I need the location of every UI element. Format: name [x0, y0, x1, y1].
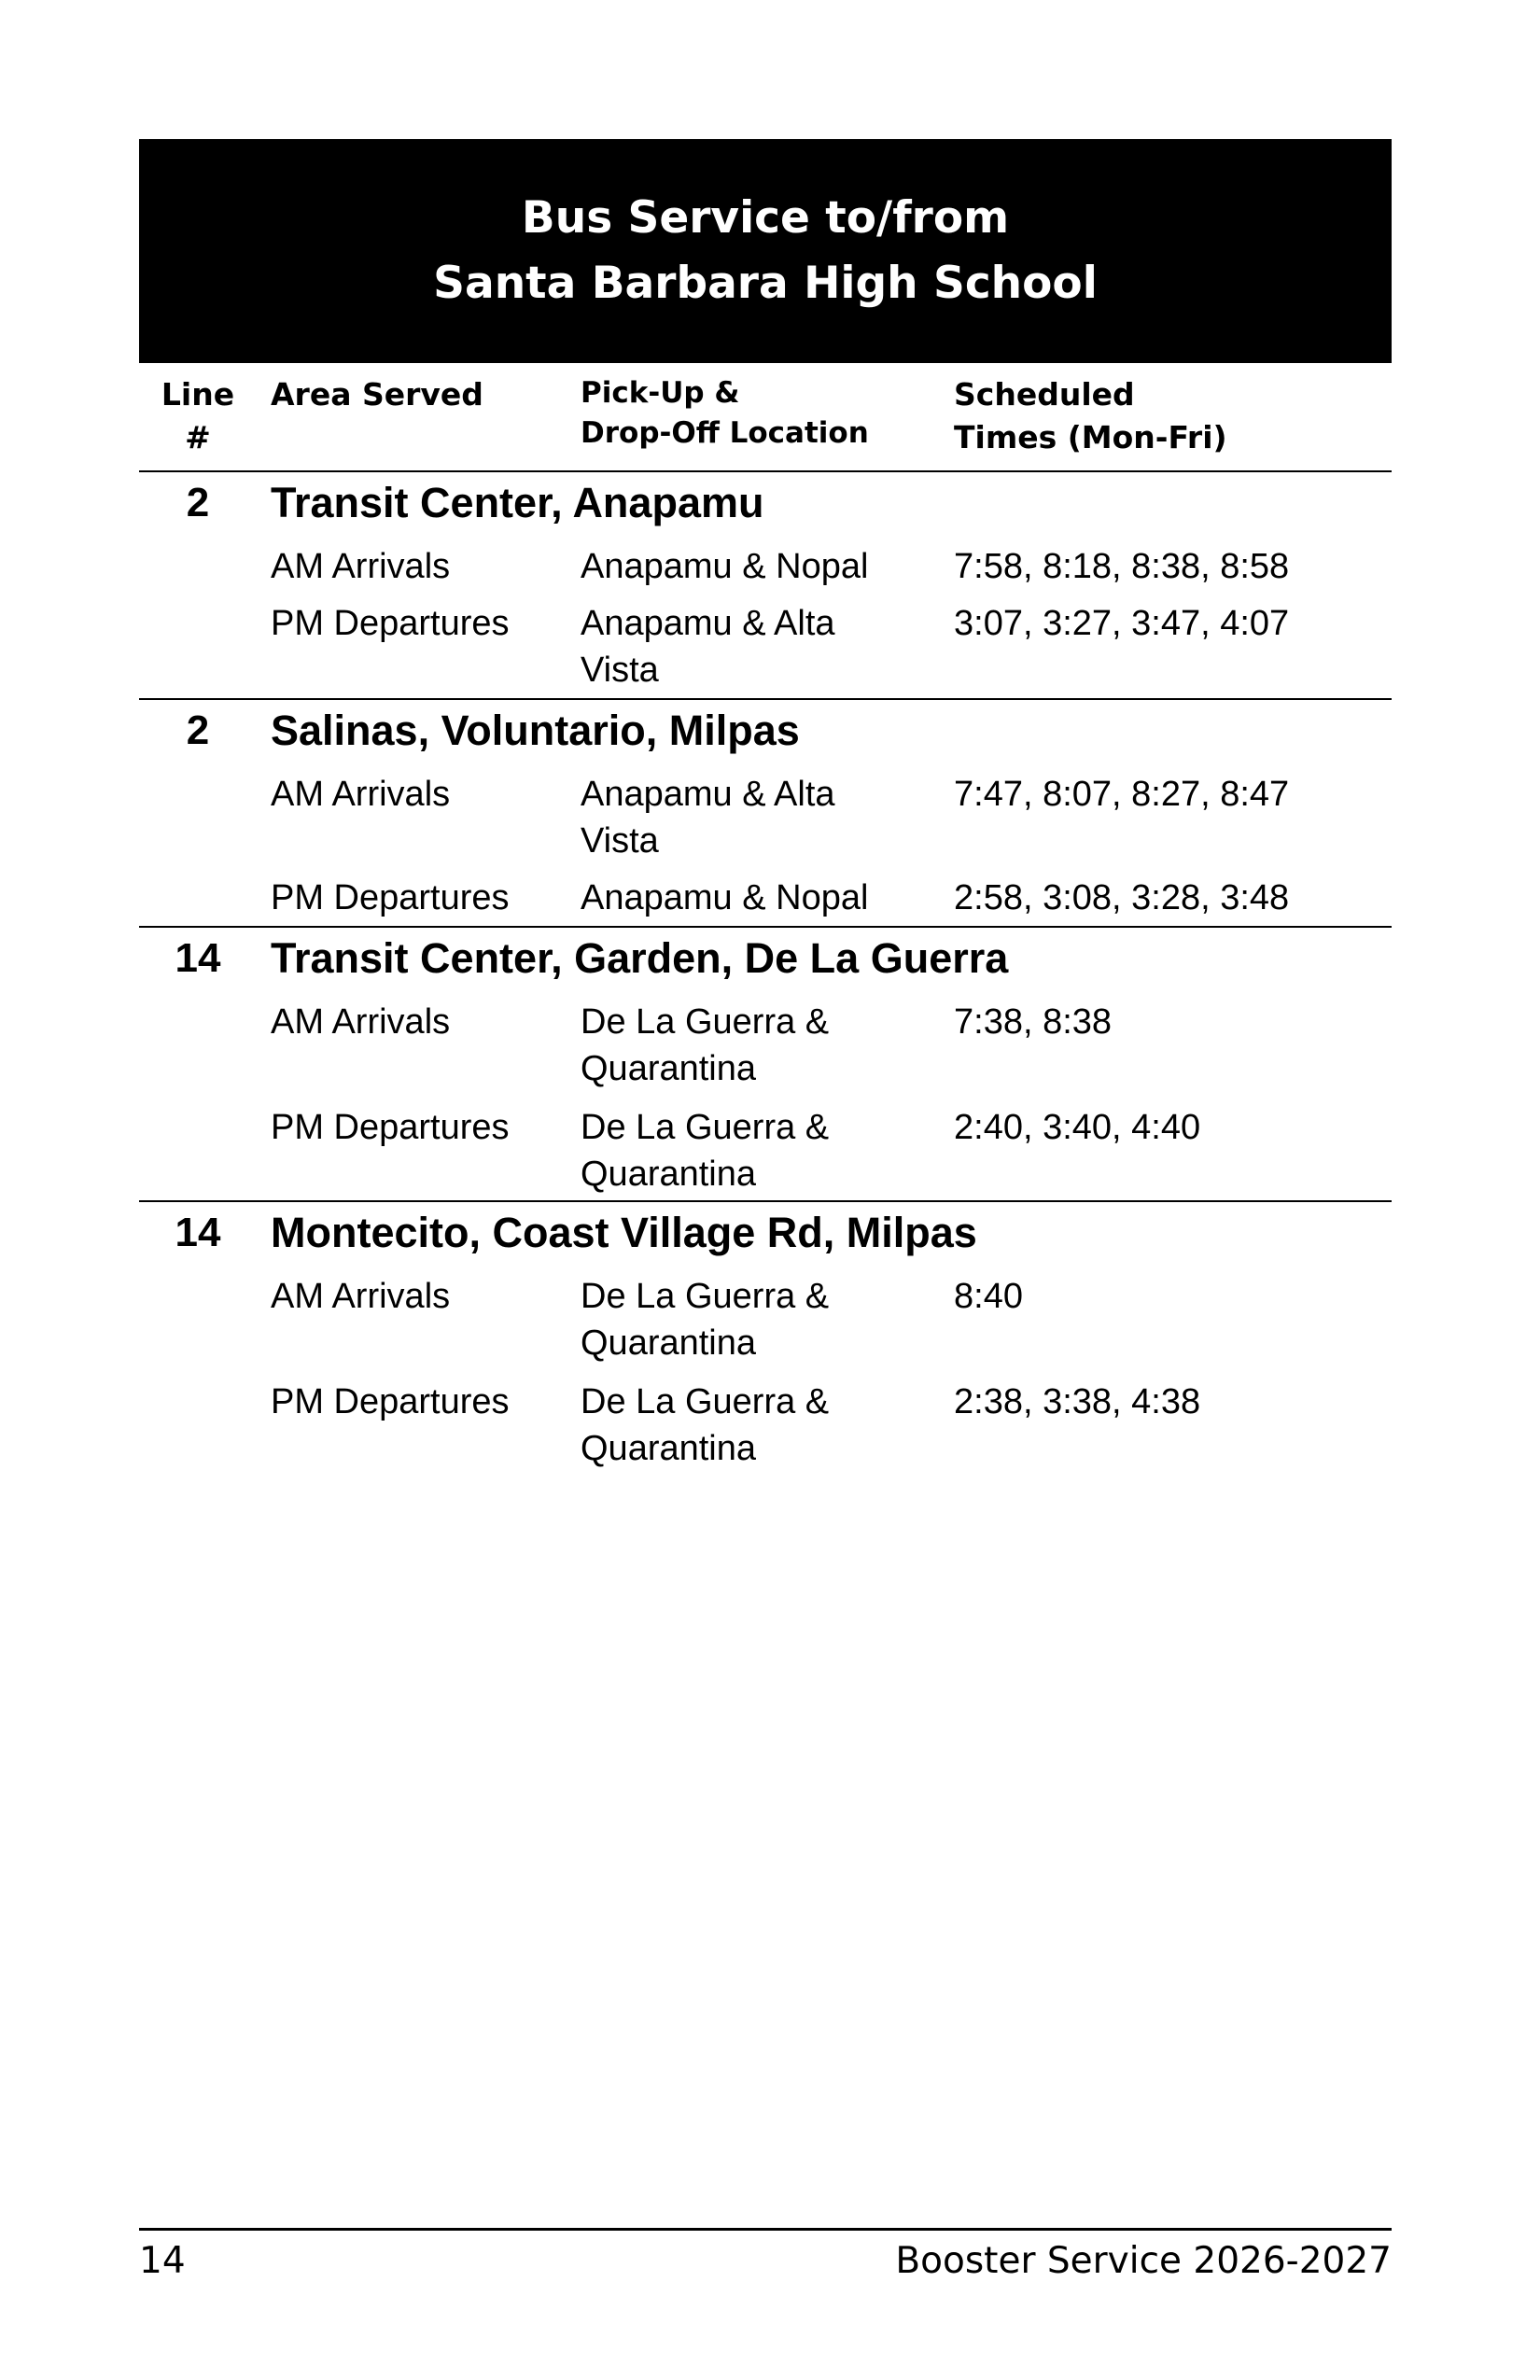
route-area-title: Transit Center, Garden, De La Guerra	[271, 934, 1009, 982]
route-area-title: Montecito, Coast Village Rd, Milpas	[271, 1209, 977, 1256]
pickup-location: De La Guerra & Quarantina	[581, 1002, 830, 1088]
route-area-title: Transit Center, Anapamu	[271, 479, 764, 526]
pickup-location: Anapamu & Nopal	[581, 878, 869, 917]
col-header-pickup: Pick-Up & Drop-Off Location	[581, 376, 869, 450]
col-header-times: Scheduled Times (Mon-Fri)	[954, 376, 1227, 455]
divider-rule	[139, 1200, 1392, 1202]
scheduled-times: 7:47, 8:07, 8:27, 8:47	[954, 775, 1290, 814]
divider-rule	[139, 470, 1392, 472]
route-line-number: 2	[186, 707, 210, 753]
route-line-number: 2	[186, 480, 210, 525]
scheduled-times: 3:07, 3:27, 3:47, 4:07	[954, 604, 1290, 643]
scheduled-times: 2:58, 3:08, 3:28, 3:48	[954, 878, 1290, 917]
page-number: 14	[139, 2240, 186, 2282]
pickup-location: Anapamu & Alta Vista	[581, 775, 835, 861]
service-type: PM Departures	[271, 1108, 510, 1147]
pickup-location: De La Guerra & Quarantina	[581, 1108, 830, 1194]
service-type: AM Arrivals	[271, 1277, 451, 1316]
title-line-1: Bus Service to/from	[521, 192, 1010, 244]
scheduled-times: 7:58, 8:18, 8:38, 8:58	[954, 547, 1290, 586]
divider-rule	[139, 926, 1392, 928]
route-line-number: 14	[175, 1210, 221, 1255]
title-banner	[139, 139, 1392, 363]
footer-rule	[139, 2228, 1392, 2231]
footer-title: Booster Service 2026-2027	[895, 2240, 1392, 2282]
pickup-location: Anapamu & Alta Vista	[581, 604, 835, 690]
divider-rule	[139, 698, 1392, 700]
scheduled-times: 2:38, 3:38, 4:38	[954, 1382, 1201, 1421]
route-line-number: 14	[175, 935, 221, 981]
service-type: AM Arrivals	[271, 1002, 451, 1042]
service-type: PM Departures	[271, 878, 510, 917]
service-type: PM Departures	[271, 1382, 510, 1421]
scheduled-times: 7:38, 8:38	[954, 1002, 1113, 1042]
service-type: PM Departures	[271, 604, 510, 643]
pickup-location: De La Guerra & Quarantina	[581, 1382, 830, 1468]
route-area-title: Salinas, Voluntario, Milpas	[271, 707, 800, 754]
service-type: AM Arrivals	[271, 775, 451, 814]
scheduled-times: 8:40	[954, 1277, 1023, 1316]
scheduled-times: 2:40, 3:40, 4:40	[954, 1108, 1201, 1147]
pickup-location: De La Guerra & Quarantina	[581, 1277, 830, 1363]
col-header-line: Line #	[161, 376, 235, 455]
title-line-2: Santa Barbara High School	[433, 258, 1098, 309]
col-header-area: Area Served	[271, 376, 483, 413]
pickup-location: Anapamu & Nopal	[581, 547, 869, 586]
service-type: AM Arrivals	[271, 547, 451, 586]
